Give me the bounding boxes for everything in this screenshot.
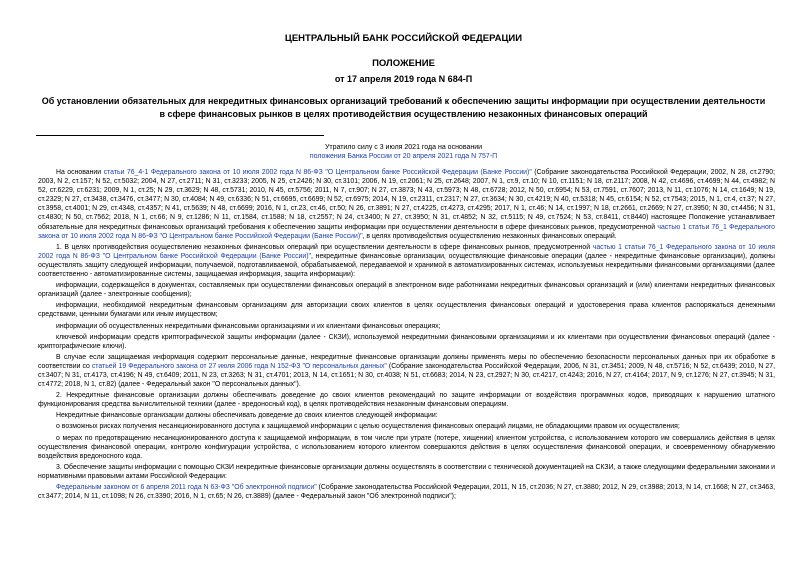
paragraph: 3. Обеспечение защиты информации с помощью СКЗИ некредитные финансовые организации должны осуществлять в соответствии с технической документацией на СКЗИ, а также следующими федеральными законами и нормативными правовыми актами Российской Федерации: bbox=[38, 463, 775, 480]
law-link[interactable]: частью 1 статьи 76_1 Федерального закона от 10 июля 2002 года N 86-ФЗ "О Центральном банке Российской Федерации (Банке России)" bbox=[38, 243, 776, 260]
paragraph: ключевой информации средств криптографической защиты информации (далее - СКЗИ), используемой некредитными финансовыми организациями и их клиентами при осуществлении финансовых операций (далее - криптографические ключи). bbox=[38, 333, 775, 350]
divider bbox=[36, 135, 324, 136]
law-link[interactable]: статьей 19 Федерального закона от 27 июля 2006 года N 152-ФЗ "О персональных данных" bbox=[91, 362, 387, 370]
org-heading: ЦЕНТРАЛЬНЫЙ БАНК РОССИЙСКОЙ ФЕДЕРАЦИИ bbox=[284, 33, 523, 44]
doc-title-heading: Об установлении обязательных для некредитных финансовых организаций требований к обеспечению защиты информации при осуществлении деятельности в сфере финансовых рынков в целях противодействия осуществлению незаконных финансовых операций bbox=[41, 96, 766, 119]
paragraph: Федеральным законом от 6 апреля 2011 года N 63-ФЗ "Об электронной подписи" (Собрание законодательства Российской Федерации, 2011, N 15, ст.2036; N 27, ст.3880; 2012, N 29, ст.3988; 2013, N 14, ст.1668; N 27, ст.3463, ст.3477; 2014, N 11, ст.1098; N 26, ст.3390; 2016, N 1, ст.65; N 26, ст.3889) (далее - Федеральный закон "Об электронной подписи"); bbox=[38, 484, 775, 501]
law-link[interactable]: частью 1 статьи 76_1 Федерального закона от 10 июля 2002 года N 86-ФЗ "О Центральном банке Российской Федерации (Банке России)" bbox=[38, 223, 776, 240]
paragraph: информации, содержащейся в документах, составляемых при осуществлении финансовых операций в электронном виде работниками некредитных финансовых организаций и (или) клиентами некредитных финансовых организаций (далее - электронные сообщения); bbox=[38, 282, 775, 299]
void-note: Утратило силу с 3 июля 2021 года на основании bbox=[324, 144, 483, 151]
law-link[interactable]: статьи 76_4-1 Федерального закона от 10 июля 2002 года N 86-ФЗ "О Центральном банке Российской Федерации (Банке России)" bbox=[103, 169, 532, 176]
paragraph: о возможных рисках получения несанкционированного доступа к защищаемой информации с целью осуществления финансовых операций лицами, не обладающими правом их осуществления; bbox=[56, 423, 680, 431]
paragraph: В случае если защищаемая информация содержит персональные данные, некредитные финансовые организации должны применять меры по обеспечению безопасности персональных данных при их обработке в соответствии со статьей 19 Федерального закона от 27 июля 2006 года N 152-ФЗ "О персональных данных" (Собрание законодательства Российской Федерации, 2006, N 31, ст.3451; 2009, N 48, ст.5716; N 52, ст.6439; 2010, N 27, ст.3407; N 31, ст.4173, ст.4196; N 49, ст.6409; 2011, N 23, ст.3263; N 31, ст.4701; 2013, N 14, ст.1651; N 30, ст.4038; N 51, ст.6683; 2014, N 23, ст.2927; N 30, ст.4217, ст.4243; 2016, N 27, ст.4164; 2017, N 9, ст.1276; N 27, ст.3945; N 31, ст.4772; 2018, N 1, ст.82) (далее - Федеральный закон "О персональных данных"). bbox=[38, 353, 775, 389]
law-link[interactable]: Федеральным законом от 6 апреля 2011 года N 63-ФЗ "Об электронной подписи" bbox=[56, 484, 317, 491]
doc-type-heading: ПОЛОЖЕНИЕ bbox=[372, 58, 435, 69]
document-body bbox=[38, 168, 775, 503]
void-note-link[interactable]: положения Банка России от 20 апреля 2021 года N 757-П bbox=[309, 153, 498, 160]
paragraph: На основании статьи 76_4-1 Федерального закона от 10 июля 2002 года N 86-ФЗ "О Центральном банке Российской Федерации (Банке России)" (Собрание законодательства Российской Федерации, 2002, N 28, ст.2790; 2003, N 2, ст.157; N 52, ст.5032; 2004, N 27, ст.2711; N 31, ст.3233; 2005, N 25, ст.2426; N 30, ст.3101; 2006, N 19, ст.2061; N 25, ст.2648; 2007, N 1, ст.9, ст.10; N 10, ст.1151; N 18, ст.2117; 2008, N 42, ст.4696, ст.4699; N 44, ст.4982; N 52, ст.6229, ст.6231; 2009, N 1, ст.25; N 29, ст.3629; N 48, ст.5731; 2010, N 45, ст.5756; 2011, N 7, ст.907; N 27, ст.3873; N 43, ст.5973; N 48, ст.6728; 2012, N 50, ст.6954; N 53, ст.7591, ст.7607; 2013, N 11, ст.1076; N 14, ст.1649; N 19, ст.2329; N 27, ст.3438, ст.3476, ст.3477; N 30, ст.4084; N 49, ст.6336; N 51, ст.6695, ст.6699; N 52, ст.6975; 2014, N 19, ст.2311, ст.2317; N 27, ст.3634; N 30, ст.4219; N 40, ст.5318; N 45, ст.6154; N 52, ст.7543; 2015, N 1, ст.4, ст.37; N 27, ст.3958, ст.4001; N 29, ст.4348, ст.4357; N 41, ст.5639; N 48, ст.6699; 2016, N 1, ст.23, ст.46, ст.50; N 26, ст.3891; N 27, ст.4225, ст.4273, ст.4295; 2017, N 1, ст.46; N 14, ст.1997; N 18, ст.2661, ст.2669; N 27, ст.3950; N 30, ст.4456; N 31, ст.4830; N 50, ст.7562; 2018, N 1, ст.66; N 9, ст.1286; N 11, ст.1584, ст.1588; N 18, ст.2557; N 24, ст.3400; N 27, ст.3950; N 31, ст.4852; N 32, ст.5115; N 49, ст.7524; N 53, ст.8411, ст.8440) настоящее Положение устанавливает обязательные для некредитных финансовых организаций требования к обеспечению защиты информации при осуществлении деятельности в сфере финансовых рынков, предусмотренной частью 1 статьи 76_1 Федерального закона от 10 июля 2002 года N 86-ФЗ "О Центральном банке Российской Федерации (Банке России)", в целях противодействия осуществлению незаконных финансовых операций. bbox=[38, 169, 776, 240]
doc-date-heading: от 17 апреля 2019 года N 684-П bbox=[334, 74, 473, 84]
paragraph: Некредитные финансовые организации должны обеспечивать доведение до своих клиентов следующей информации: bbox=[56, 412, 438, 420]
paragraph: 1. В целях противодействия осуществлению незаконных финансовых операций при осуществлении деятельности в сфере финансовых рынков, предусмотренной частью 1 статьи 76_1 Федерального закона от 10 июля 2002 года N 86-ФЗ "О Центральном банке Российской Федерации (Банке России)", некредитные финансовые организации, осуществляющие финансовые операции (далее - некредитные финансовые организации), должны осуществлять защиту следующей информации, получаемой, подготавливаемой, обрабатываемой, передаваемой и хранимой в автоматизированных системах, используемых некредитными финансовыми организациями (далее соответственно - автоматизированные системы, защищаемая информация, защита информации): bbox=[38, 243, 776, 279]
paragraph: информации, необходимой некредитным финансовым организациям для авторизации своих клиентов в целях осуществления финансовых операций и удостоверения права клиентов распоряжаться денежными средствами, ценными бумагами или иным имуществом; bbox=[38, 302, 775, 319]
paragraph: информации об осуществленных некредитными финансовыми организациями и их клиентами финансовых операциях; bbox=[56, 322, 441, 330]
paragraph: 2. Некредитные финансовые организации должны обеспечивать доведение до своих клиентов рекомендаций по защите информации от воздействия программных кодов, приводящих к нарушению штатного функционирования средства вычислительной техники (далее - вредоносный код), в целях противодействия незаконным финансовым операциям. bbox=[38, 392, 775, 409]
paragraph: о мерах по предотвращению несанкционированного доступа к защищаемой информации, в том числе при утрате (потере, хищении) клиентом устройства, с использованием которого им совершались действия в целях осуществления финансовой операции, контролю конфигурации устройства, с использованием которого клиентом совершаются действия в целях осуществления финансовой операции, и своевременному обнаружению воздействия вредоносного кода. bbox=[38, 434, 775, 460]
